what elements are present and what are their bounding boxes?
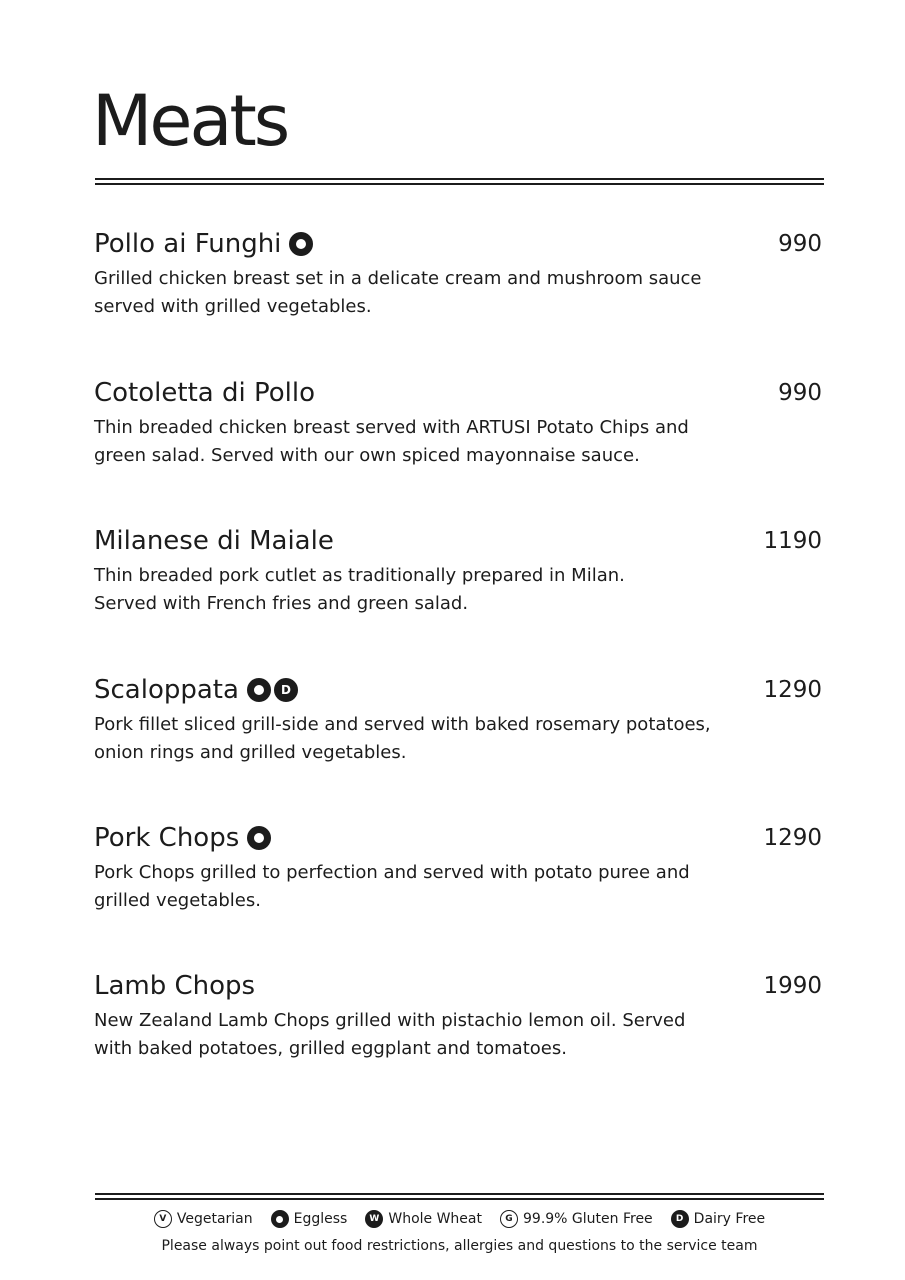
dairy-free-icon: D <box>671 1210 689 1228</box>
legend-item-dairy-free <box>671 1208 765 1230</box>
vegetarian-icon: V <box>154 1210 172 1228</box>
gluten-free-icon: G <box>500 1210 518 1228</box>
legend-label: Dairy Free <box>693 1211 766 1227</box>
item-name: Cotoletta di Pollo <box>94 378 315 408</box>
item-description-line: Pork fillet sliced grill-side and served with baked rosemary potatoes, <box>94 714 711 735</box>
item-description <box>94 711 734 767</box>
item-description <box>94 562 734 618</box>
menu-item-lamb-chops <box>94 968 824 1063</box>
item-price: 1190 <box>763 528 822 554</box>
eggless-icon <box>247 678 271 702</box>
whole-wheat-icon: W <box>365 1210 383 1228</box>
item-name: Scaloppata <box>94 675 239 705</box>
item-price: 1290 <box>763 677 822 703</box>
legend-label: Whole Wheat <box>388 1211 482 1227</box>
item-name: Lamb Chops <box>94 971 256 1001</box>
item-description <box>94 859 734 915</box>
legend-label: 99.9% Gluten Free <box>523 1211 653 1227</box>
legend-label: Vegetarian <box>176 1211 253 1227</box>
item-description-line: Served with French fries and green salad. <box>94 593 469 614</box>
item-name: Pollo ai Funghi <box>94 229 282 259</box>
item-description-line: with baked potatoes, grilled eggplant and tomatoes. <box>94 1038 567 1059</box>
menu-item-cotoletta-di-pollo <box>94 375 824 470</box>
item-name: Milanese di Maiale <box>94 526 334 556</box>
item-description-line: green salad. Served with our own spiced mayonnaise sauce. <box>94 445 640 466</box>
eggless-icon <box>247 826 271 850</box>
item-description-line: Thin breaded pork cutlet as traditionally prepared in Milan. <box>94 565 625 586</box>
item-description-line: New Zealand Lamb Chops grilled with pistachio lemon oil. Served <box>94 1010 686 1031</box>
item-description-line: Thin breaded chicken breast served with ARTUSI Potato Chips and <box>94 417 689 438</box>
item-price: 1990 <box>763 973 822 999</box>
legend-item-whole-wheat <box>365 1208 482 1230</box>
item-description-line: Grilled chicken breast set in a delicate cream and mushroom sauce <box>94 268 702 289</box>
service-note: Please always point out food restrictions, allergies and questions to the service team <box>161 1238 758 1254</box>
item-description-line: grilled vegetables. <box>94 890 261 911</box>
item-description <box>94 265 734 321</box>
dairy-free-icon: D <box>274 678 298 702</box>
item-description <box>94 1007 734 1063</box>
eggless-icon <box>289 232 313 256</box>
item-description-line: served with grilled vegetables. <box>94 296 372 317</box>
legend-label: Eggless <box>293 1211 348 1227</box>
menu-item-milanese-di-maiale <box>94 523 824 618</box>
item-price: 1290 <box>763 825 822 851</box>
legend-item-vegetarian <box>154 1208 253 1230</box>
eggless-icon <box>271 1210 289 1228</box>
legend-item-gluten-free <box>500 1208 653 1230</box>
item-description-line: onion rings and grilled vegetables. <box>94 742 407 763</box>
menu-item-scaloppata <box>94 672 824 767</box>
dietary-legend <box>95 1208 824 1230</box>
item-price: 990 <box>778 380 822 406</box>
item-name: Pork Chops <box>94 823 240 853</box>
item-description-line: Pork Chops grilled to perfection and served with potato puree and <box>94 862 690 883</box>
title-divider <box>95 178 824 185</box>
footer-divider <box>95 1193 824 1200</box>
legend-item-eggless <box>271 1208 348 1230</box>
item-price: 990 <box>778 231 822 257</box>
menu-item-pork-chops <box>94 820 824 915</box>
item-description <box>94 414 734 470</box>
menu-item-pollo-ai-funghi <box>94 226 824 321</box>
page-title: Meats <box>92 80 288 162</box>
